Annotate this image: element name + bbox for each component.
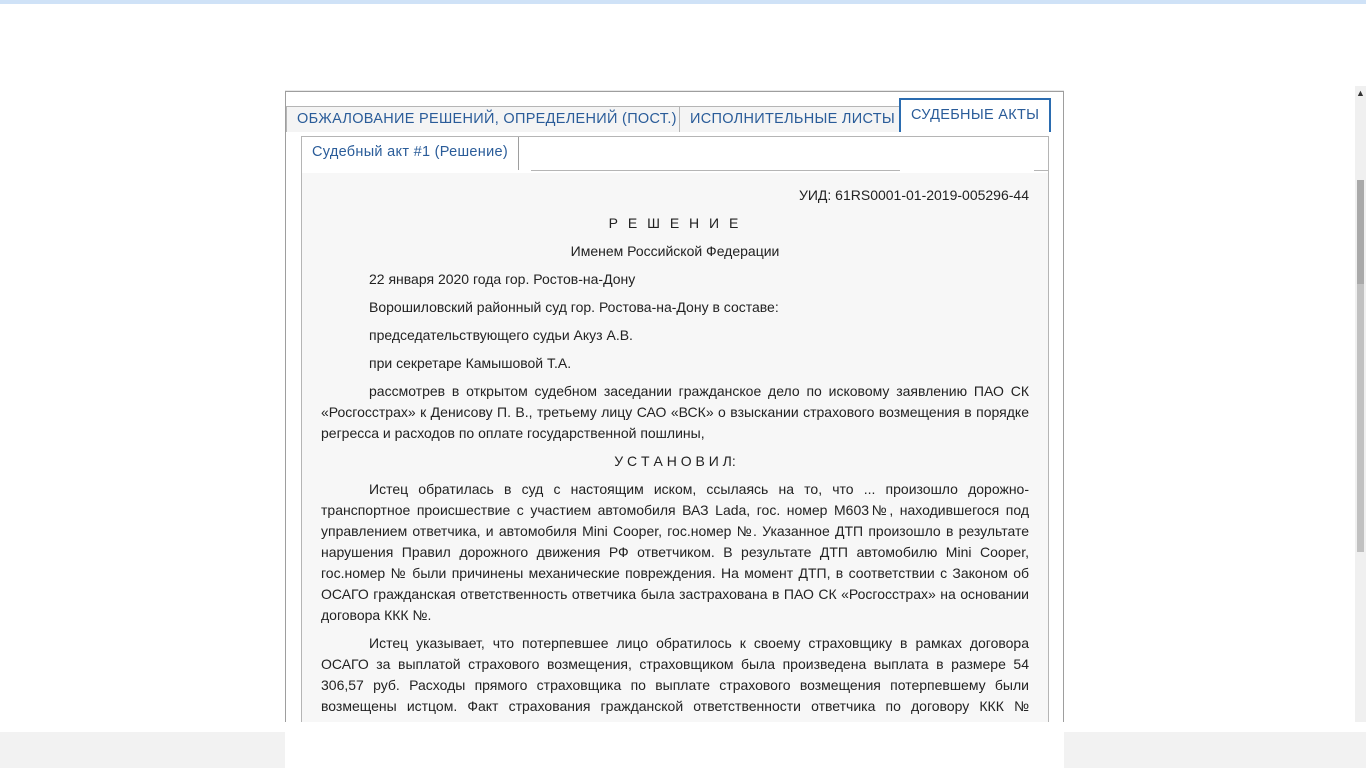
case-panel — [285, 91, 1064, 722]
document-court: Ворошиловский районный суд гор. Ростова-на-Дону в составе: — [369, 299, 779, 315]
tab-bar — [286, 98, 1063, 132]
document-text — [321, 185, 1029, 745]
subtab-blank-area — [900, 155, 1034, 173]
tab-appeals[interactable]: ОБЖАЛОВАНИЕ РЕШЕНИЙ, ОПРЕДЕЛЕНИЙ (ПОСТ.) — [286, 106, 688, 132]
tab-court-acts[interactable]: СУДЕБНЫЕ АКТЫ — [899, 98, 1051, 132]
court-act-document — [301, 136, 1049, 723]
left-background — [0, 86, 285, 768]
subtab-bar — [302, 137, 1048, 173]
document-paragraph-2: Истец указывает, что потерпевшее лицо обратилось к своему страховщику в рамках договора ОСАГО за выплатой страхового возмещения, страховщиком была произведена выплата в размере 54 306,57 руб. Расходы прямого страховщика по выплате страхового возмещения потерпевшему были возмещены истцом. Факт страхования гражданской ответственности ответчика по договору ККК № — [321, 635, 1029, 714]
scroll-up-icon[interactable]: ▲ — [1356, 88, 1365, 98]
document-title: Р Е Ш Е Н И Е — [608, 215, 742, 231]
document-subtitle: Именем Российской Федерации — [570, 243, 780, 259]
document-paragraph-1: Истец обратилась в суд с настоящим иском, ссылаясь на то, что ... произошло дорожно-транспортное происшествие с участием автомобиля ВАЗ Lada, гос. номер М603№, находившегося под управлением ответчика, и автомобиля Mini Cooper, гос.номер №. Указанное ДТП произошло в результате нарушения Правил дорожного движения РФ ответчиком. В результате ДТП автомобилю Mini Cooper, гос.номер № были причинены механические повреждения. На момент ДТП, в соответствии с Законом об ОСАГО гражданская ответственность ответчика была застрахована в ПАО СК «Росгосстрах» на основании договора ККК №. — [321, 481, 1029, 623]
header-band — [0, 4, 1366, 86]
document-established: У С Т А Н О В И Л: — [614, 453, 736, 469]
right-background — [1064, 86, 1366, 768]
document-date-place: 22 января 2020 года гор. Ростов-на-Дону — [369, 271, 636, 287]
tab-writs[interactable]: ИСПОЛНИТЕЛЬНЫЕ ЛИСТЫ — [679, 106, 906, 132]
scrollbar-thumb-highlight — [1357, 180, 1364, 284]
tab-court-act-1[interactable]: Судебный акт #1 (Решение) — [302, 137, 519, 170]
document-intro: рассмотрев в открытом судебном заседании гражданское дело по исковому заявлению ПАО СК «Росгосстрах» к Денисову П. В., третьему лицу САО «ВСК» о взыскании страхового возмещения в порядке регресса и расходов по оплате государственной пошлины, — [321, 383, 1029, 441]
document-secretary: при секретаре Камышовой Т.А. — [369, 355, 572, 371]
bottom-strip — [0, 722, 1366, 768]
document-uid: УИД: 61RS0001-01-2019-005296-44 — [798, 187, 1029, 203]
document-judge: председательствующего судьи Акуз А.В. — [369, 327, 633, 343]
